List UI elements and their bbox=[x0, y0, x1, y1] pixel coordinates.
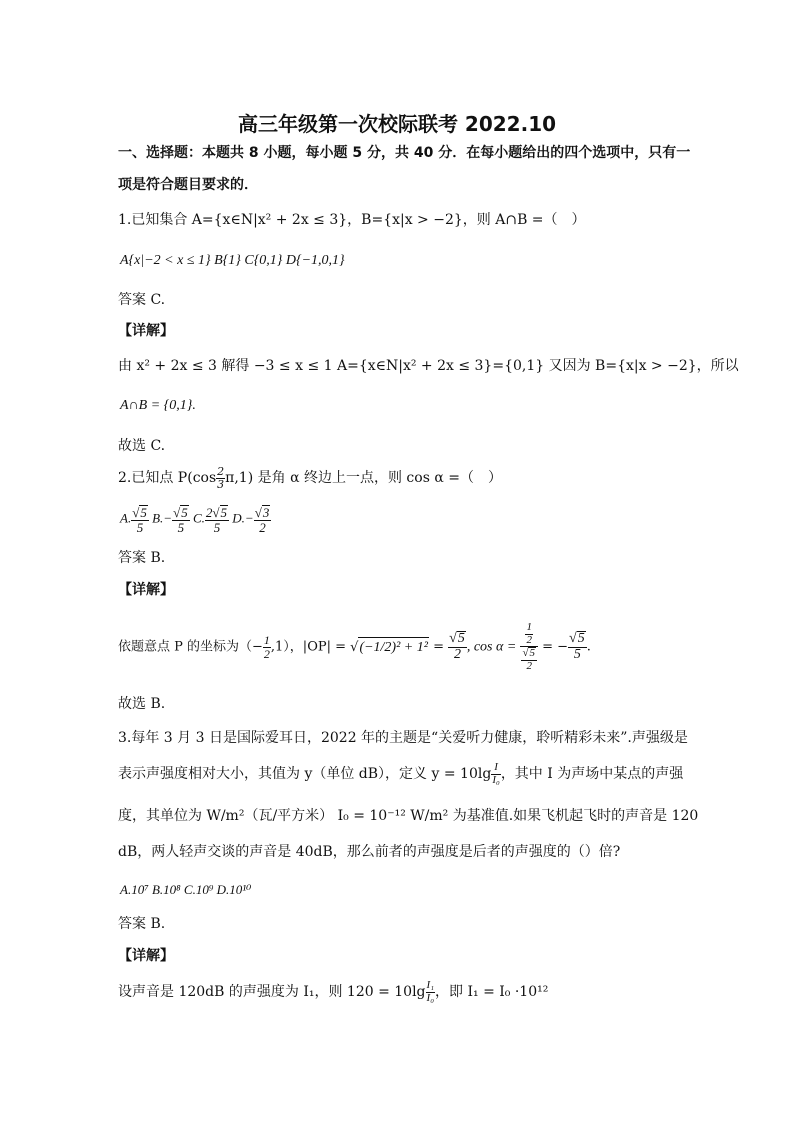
q2-option-d-label: D.− bbox=[232, 510, 254, 526]
fraction-denominator: 2 bbox=[526, 633, 532, 646]
q2-option-a-label: A. bbox=[120, 510, 132, 526]
radicand: 5 bbox=[181, 505, 188, 520]
q2-detail-label: 【详解】 bbox=[118, 582, 174, 598]
q2-solution-mid: ,1），|OP| = bbox=[270, 639, 346, 655]
q1-solution-line2: A∩B = {0,1}. bbox=[120, 398, 196, 413]
radicand: 5 bbox=[577, 631, 585, 647]
fraction-denominator: 2 bbox=[526, 659, 532, 672]
intensity-ratio bbox=[491, 762, 501, 786]
q3-line3: 度，其单位为 W/m²（瓦/平方米） I₀ = 10⁻¹² W/m² 为基准值.如果飞机起飞时的声音是 120 bbox=[118, 808, 699, 824]
page-title: 高三年级第一次校际联考 2022.10 bbox=[237, 112, 557, 136]
q3-answer: 答案 B. bbox=[118, 916, 166, 932]
radicand: 5 bbox=[457, 631, 465, 647]
q3-detail-label: 【详解】 bbox=[118, 948, 174, 964]
i1-over-i0 bbox=[426, 980, 436, 1004]
q3-solution bbox=[118, 980, 548, 1004]
q2-conclusion: 故选 B. bbox=[118, 696, 166, 712]
fraction-denominator: 5 bbox=[213, 519, 221, 535]
sqrt-icon bbox=[212, 505, 219, 520]
q2-option-b-value bbox=[172, 505, 190, 534]
period: . bbox=[586, 639, 591, 655]
q2-solution bbox=[118, 622, 591, 672]
q1-conclusion: 故选 C. bbox=[118, 438, 166, 454]
neg-half bbox=[525, 622, 533, 646]
fraction-denominator: 2 bbox=[263, 646, 270, 661]
sqrt-icon bbox=[132, 505, 139, 520]
q2-answer: 答案 B. bbox=[118, 550, 166, 566]
fraction-denominator: 2 bbox=[259, 519, 266, 535]
q2-stem-suffix: π,1) 是角 α 终边上一点，则 cos α =（ ） bbox=[225, 470, 502, 487]
op-value bbox=[448, 631, 467, 662]
radicand: 5 bbox=[140, 505, 147, 520]
q1-answer: 答案 C. bbox=[118, 292, 166, 308]
radicand: 5 bbox=[220, 505, 228, 520]
fraction-denominator: 5 bbox=[177, 519, 185, 535]
fraction-numerator: 1 bbox=[526, 621, 532, 633]
fraction-denominator: 3 bbox=[217, 477, 225, 491]
q2-stem-fraction bbox=[216, 466, 225, 490]
fraction-denominator: 2 bbox=[453, 647, 461, 663]
q2-option-c-value bbox=[205, 505, 229, 534]
q1-solution-line1: 由 x² + 2x ≤ 3 解得 −3 ≤ x ≤ 1 A={x∈N|x² + 2x ≤ 3}={0,1} 又因为 B={x|x > −2}，所以 bbox=[118, 358, 739, 374]
q2-solution-prefix: 依题意点 P 的坐标为（− bbox=[118, 639, 263, 655]
fraction-numerator: 2 bbox=[217, 465, 225, 478]
q3-line2-start: 表示声强度相对大小，其值为 y（单位 dB），定义 y = 10lg bbox=[118, 766, 492, 783]
q1-stem: 1.已知集合 A={x∈N|x² + 2x ≤ 3}，B={x|x > −2}，则 A∩B =（ ） bbox=[118, 212, 586, 228]
q3-solution-start: 设声音是 120dB 的声强度为 I₁，则 120 = 10lg bbox=[118, 984, 426, 1001]
q3-line1: 3.每年 3 月 3 日是国际爱耳日，2022 年的主题是“关爱听力健康，聆听精彩未来”.声强级是 bbox=[118, 730, 688, 746]
fraction-denominator: 5 bbox=[136, 519, 144, 535]
equals-sign: = bbox=[433, 639, 444, 655]
q2-option-d-value bbox=[254, 505, 272, 534]
q3-line4: dB，两人轻声交谈的声音是 40dB，那么前者的声强度是后者的声强度的（）倍? bbox=[118, 844, 621, 860]
section-heading-line1: 一、选择题：本题共 8 小题，每小题 5 分，共 40 分．在每小题给出的四个选项中，只有一 bbox=[118, 145, 691, 161]
fraction-denominator: I₀ bbox=[426, 991, 435, 1004]
q2-option-a-value bbox=[131, 505, 149, 534]
sqrt-icon bbox=[449, 631, 457, 646]
q1-detail-label: 【详解】 bbox=[118, 323, 174, 339]
cos-compound-fraction bbox=[520, 622, 538, 672]
q1-options: A{x|−2 < x ≤ 1} B{1} C{0,1} D{−1,0,1} bbox=[120, 253, 345, 268]
q3-line2 bbox=[118, 762, 683, 786]
sqrt-icon bbox=[350, 640, 358, 655]
cos-alpha-label: , cos α = bbox=[466, 639, 517, 655]
cos-result bbox=[568, 631, 587, 662]
q3-options: A.10⁷ B.10⁸ C.10⁹ D.10¹⁰ bbox=[120, 882, 252, 897]
q2-stem-prefix: 2.已知点 P(cos bbox=[118, 470, 217, 487]
q2-stem bbox=[118, 466, 502, 490]
sqrt-icon bbox=[173, 505, 180, 520]
fraction-denominator: 5 bbox=[573, 647, 581, 663]
coefficient: 2 bbox=[205, 505, 213, 520]
fraction-numerator: I₁ bbox=[426, 979, 435, 991]
equals-negative: = − bbox=[542, 639, 569, 655]
op-radicand: (−1/2)² + 1² bbox=[358, 637, 429, 658]
radicand: 5 bbox=[529, 647, 535, 660]
sqrt5-over-2 bbox=[521, 647, 537, 672]
fraction-denominator: I₀ bbox=[492, 773, 500, 786]
section-heading-line2: 项是符合题目要求的． bbox=[118, 177, 258, 193]
fraction-numerator: I bbox=[491, 762, 501, 775]
q2-options bbox=[120, 505, 271, 534]
q2-option-c-label: C. bbox=[192, 510, 205, 526]
radicand: 3 bbox=[262, 505, 270, 520]
q3-line2-end: ，其中 I 为声场中某点的声强 bbox=[500, 766, 684, 783]
fraction-numerator: 1 bbox=[263, 633, 270, 647]
sqrt-icon bbox=[569, 631, 577, 646]
q3-solution-end: ，即 I₁ = I₀ ·10¹² bbox=[435, 984, 549, 1001]
q2-option-b-label: B.− bbox=[152, 510, 173, 526]
sqrt-icon bbox=[255, 505, 262, 520]
half-fraction bbox=[263, 634, 271, 660]
